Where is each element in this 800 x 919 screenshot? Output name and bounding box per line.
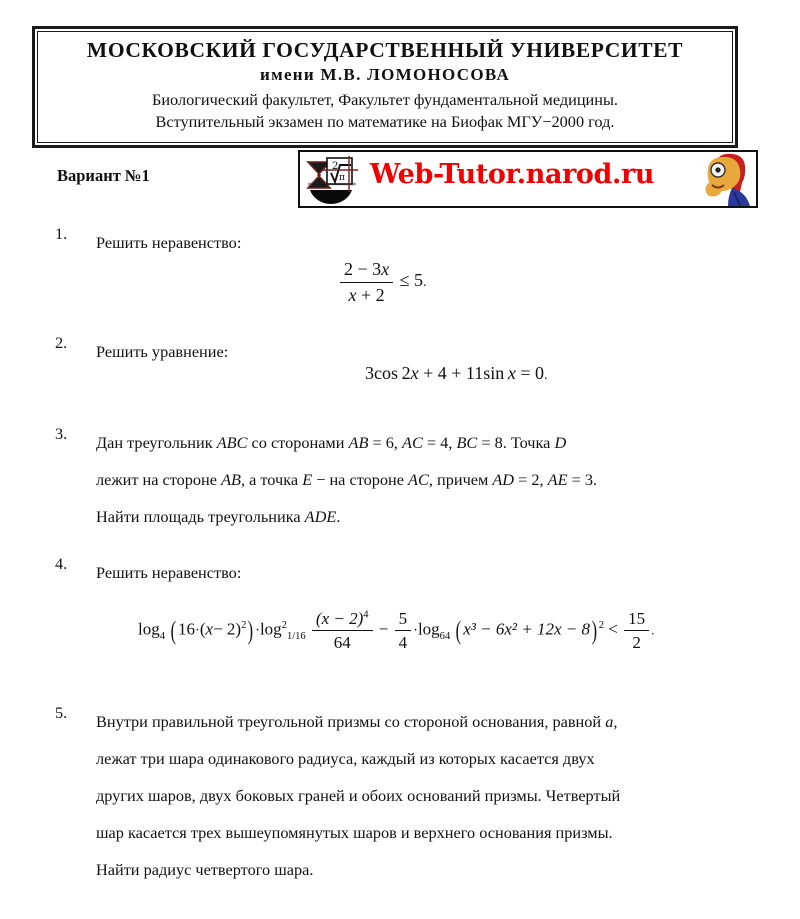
- f2-equals: =: [520, 363, 531, 383]
- problem-3-number: 3.: [55, 424, 68, 443]
- f4-16: 16: [178, 619, 196, 639]
- f4-fraction-3: [624, 608, 649, 654]
- f4-close-paren-1: ): [248, 616, 254, 646]
- f4-less-than: <: [608, 619, 618, 639]
- f2-0: 0: [535, 363, 545, 383]
- f2-plus1: +: [423, 363, 434, 383]
- f4-cdot-2: ·: [255, 622, 260, 639]
- math-logo-icon: [304, 154, 362, 206]
- problem-1: [55, 224, 755, 261]
- f4-polynomial: x³ − 6x² + 12x − 8: [463, 619, 590, 639]
- problem-5-number: 5.: [55, 703, 68, 722]
- f4-log3: log: [417, 619, 440, 639]
- faculty-line: Биологический факультет, Факультет фундаментальной медицины.: [151, 90, 618, 110]
- problem-4: [55, 554, 755, 591]
- problem-5-line-4: шар касается трех вышеупомянутых шаров и верхнего основания призмы.: [96, 823, 613, 842]
- f4-poly-sq: 2: [598, 620, 605, 631]
- f4-frac2-den: 4: [398, 633, 408, 653]
- university-name-line1: МОСКОВСКИЙ ГОСУДАРСТВЕННЫЙ УНИВЕРСИТЕТ: [86, 38, 684, 62]
- f4-base-4: 4: [159, 631, 165, 643]
- f4-fraction-2: [395, 608, 412, 654]
- f4-frac1-pow: 4: [363, 609, 369, 621]
- problem-5-line-1: Внутри правильной треугольной призмы со стороной основания, равной a,: [96, 712, 618, 731]
- problem-1-body: [96, 224, 755, 261]
- f1-den-2: 2: [375, 284, 385, 305]
- svg-text:2: 2: [332, 161, 339, 172]
- f2-sin: sin: [483, 363, 505, 383]
- f4-minus-2a: − 2: [213, 619, 236, 639]
- f4-period: .: [651, 622, 655, 638]
- problem-5-line-3: других шаров, двух боковых граней и обоих оснований призмы. Четвертый: [96, 786, 621, 805]
- f2-11: 11: [465, 363, 484, 383]
- f4-cdot-3: ·: [413, 622, 418, 639]
- f4-sq-1: 2: [241, 620, 247, 631]
- fraction-1: [340, 258, 393, 306]
- f2-plus2: +: [451, 363, 462, 383]
- f1-rhs: 5: [414, 270, 424, 291]
- problem-1-number: 1.: [55, 224, 68, 243]
- f4-frac3-num: 15: [624, 608, 649, 631]
- f4-log2-sub: 1/16: [286, 631, 306, 643]
- f1-num-2: 2: [344, 259, 353, 279]
- f4-frac1-den: 64: [333, 633, 351, 653]
- problem-4-number: 4.: [55, 554, 68, 573]
- problem-4-line-1: Решить неравенство:: [96, 563, 242, 582]
- f4-open-paren-2: (: [456, 616, 462, 646]
- problem-3-line-2: лежит на стороне AB, а точка E − на стороне AC, причем AD = 2, AE = 3.: [96, 470, 598, 489]
- f4-minus-main: −: [378, 619, 389, 639]
- f2-x2: x: [507, 363, 516, 383]
- problem-3-line-1: Дан треугольник ABC со сторонами AB = 6, AC = 4, BC = 8. Точка D: [96, 433, 567, 452]
- problem-3-line-3: Найти площадь треугольника ADE.: [96, 507, 341, 526]
- f1-period: .: [423, 275, 427, 291]
- f2-period: .: [544, 368, 548, 383]
- f4-frac2-num: 5: [395, 608, 412, 631]
- f1-num-3: 3: [372, 259, 382, 279]
- banner-site-name: Web-Tutor.narod.ru: [370, 159, 655, 190]
- f2-4: 4: [437, 363, 447, 383]
- f4-frac3-den: 2: [632, 633, 641, 653]
- f2-3: 3: [365, 363, 374, 383]
- f4-open-paren-1: (: [170, 616, 177, 646]
- university-header-box: [32, 26, 738, 148]
- web-tutor-banner[interactable]: [298, 150, 758, 208]
- problem-5: [55, 703, 755, 888]
- problem-5-body: [96, 703, 755, 888]
- f4-frac1-num: (x − 2): [315, 609, 364, 628]
- svg-text:π: π: [339, 173, 345, 183]
- university-name-line2: имени М.В. ЛОМОНОСОВА: [259, 64, 511, 84]
- f4-log1: log: [138, 619, 160, 639]
- f4-base-64: 64: [439, 631, 451, 643]
- problem-4-formula: $\log_4 (16\cdot(x- 2)^2) \cdot\log^2_{1/16}$ $\frac{(x - 2)^4}{64}$ − $\frac{5}{4}$ $\cdot\log_{64}$ (x³ − 6x² + 12x − 8) $^2$ < $\frac{15}{2}$ .: [138, 609, 655, 653]
- f4-log2-sup: 2: [281, 620, 287, 631]
- problem-2-formula: [365, 363, 548, 384]
- problem-1-formula: [338, 258, 427, 306]
- f1-num-minus: −: [357, 259, 368, 279]
- university-header-inner: [37, 31, 733, 143]
- f2-cos: cos: [374, 363, 398, 383]
- problem-2-line-1: Решить уравнение:: [96, 342, 229, 361]
- f1-den-plus: +: [361, 284, 372, 305]
- f2-2: 2: [401, 363, 411, 383]
- f4-cdot-1: ·: [195, 622, 200, 639]
- cartoon-man-icon: [688, 152, 754, 206]
- f2-x1: x: [410, 363, 419, 383]
- problem-2-number: 2.: [55, 333, 68, 352]
- problem-3: [55, 424, 755, 535]
- problem-3-body: [96, 424, 755, 535]
- f1-relation: ≤: [399, 270, 410, 291]
- f4-x-1: x: [205, 619, 214, 639]
- f4-log2: log: [259, 619, 282, 639]
- exam-description-line: Вступительный экзамен по математике на Биофак МГУ−2000 год.: [155, 111, 615, 131]
- variant-label: Вариант №1: [57, 166, 150, 185]
- f4-close-paren-2: ): [591, 616, 598, 646]
- f4-fraction-1: [312, 608, 373, 654]
- problem-5-line-5: Найти радиус четвертого шара.: [96, 860, 314, 879]
- problem-5-line-2: лежат три шара одинакового радиуса, каждый из которых касается двух: [96, 749, 595, 768]
- f1-num-x: x: [381, 259, 390, 279]
- f1-den-x: x: [348, 284, 357, 305]
- problem-1-line-1: Решить неравенство:: [96, 233, 242, 252]
- problem-4-body: [96, 554, 755, 591]
